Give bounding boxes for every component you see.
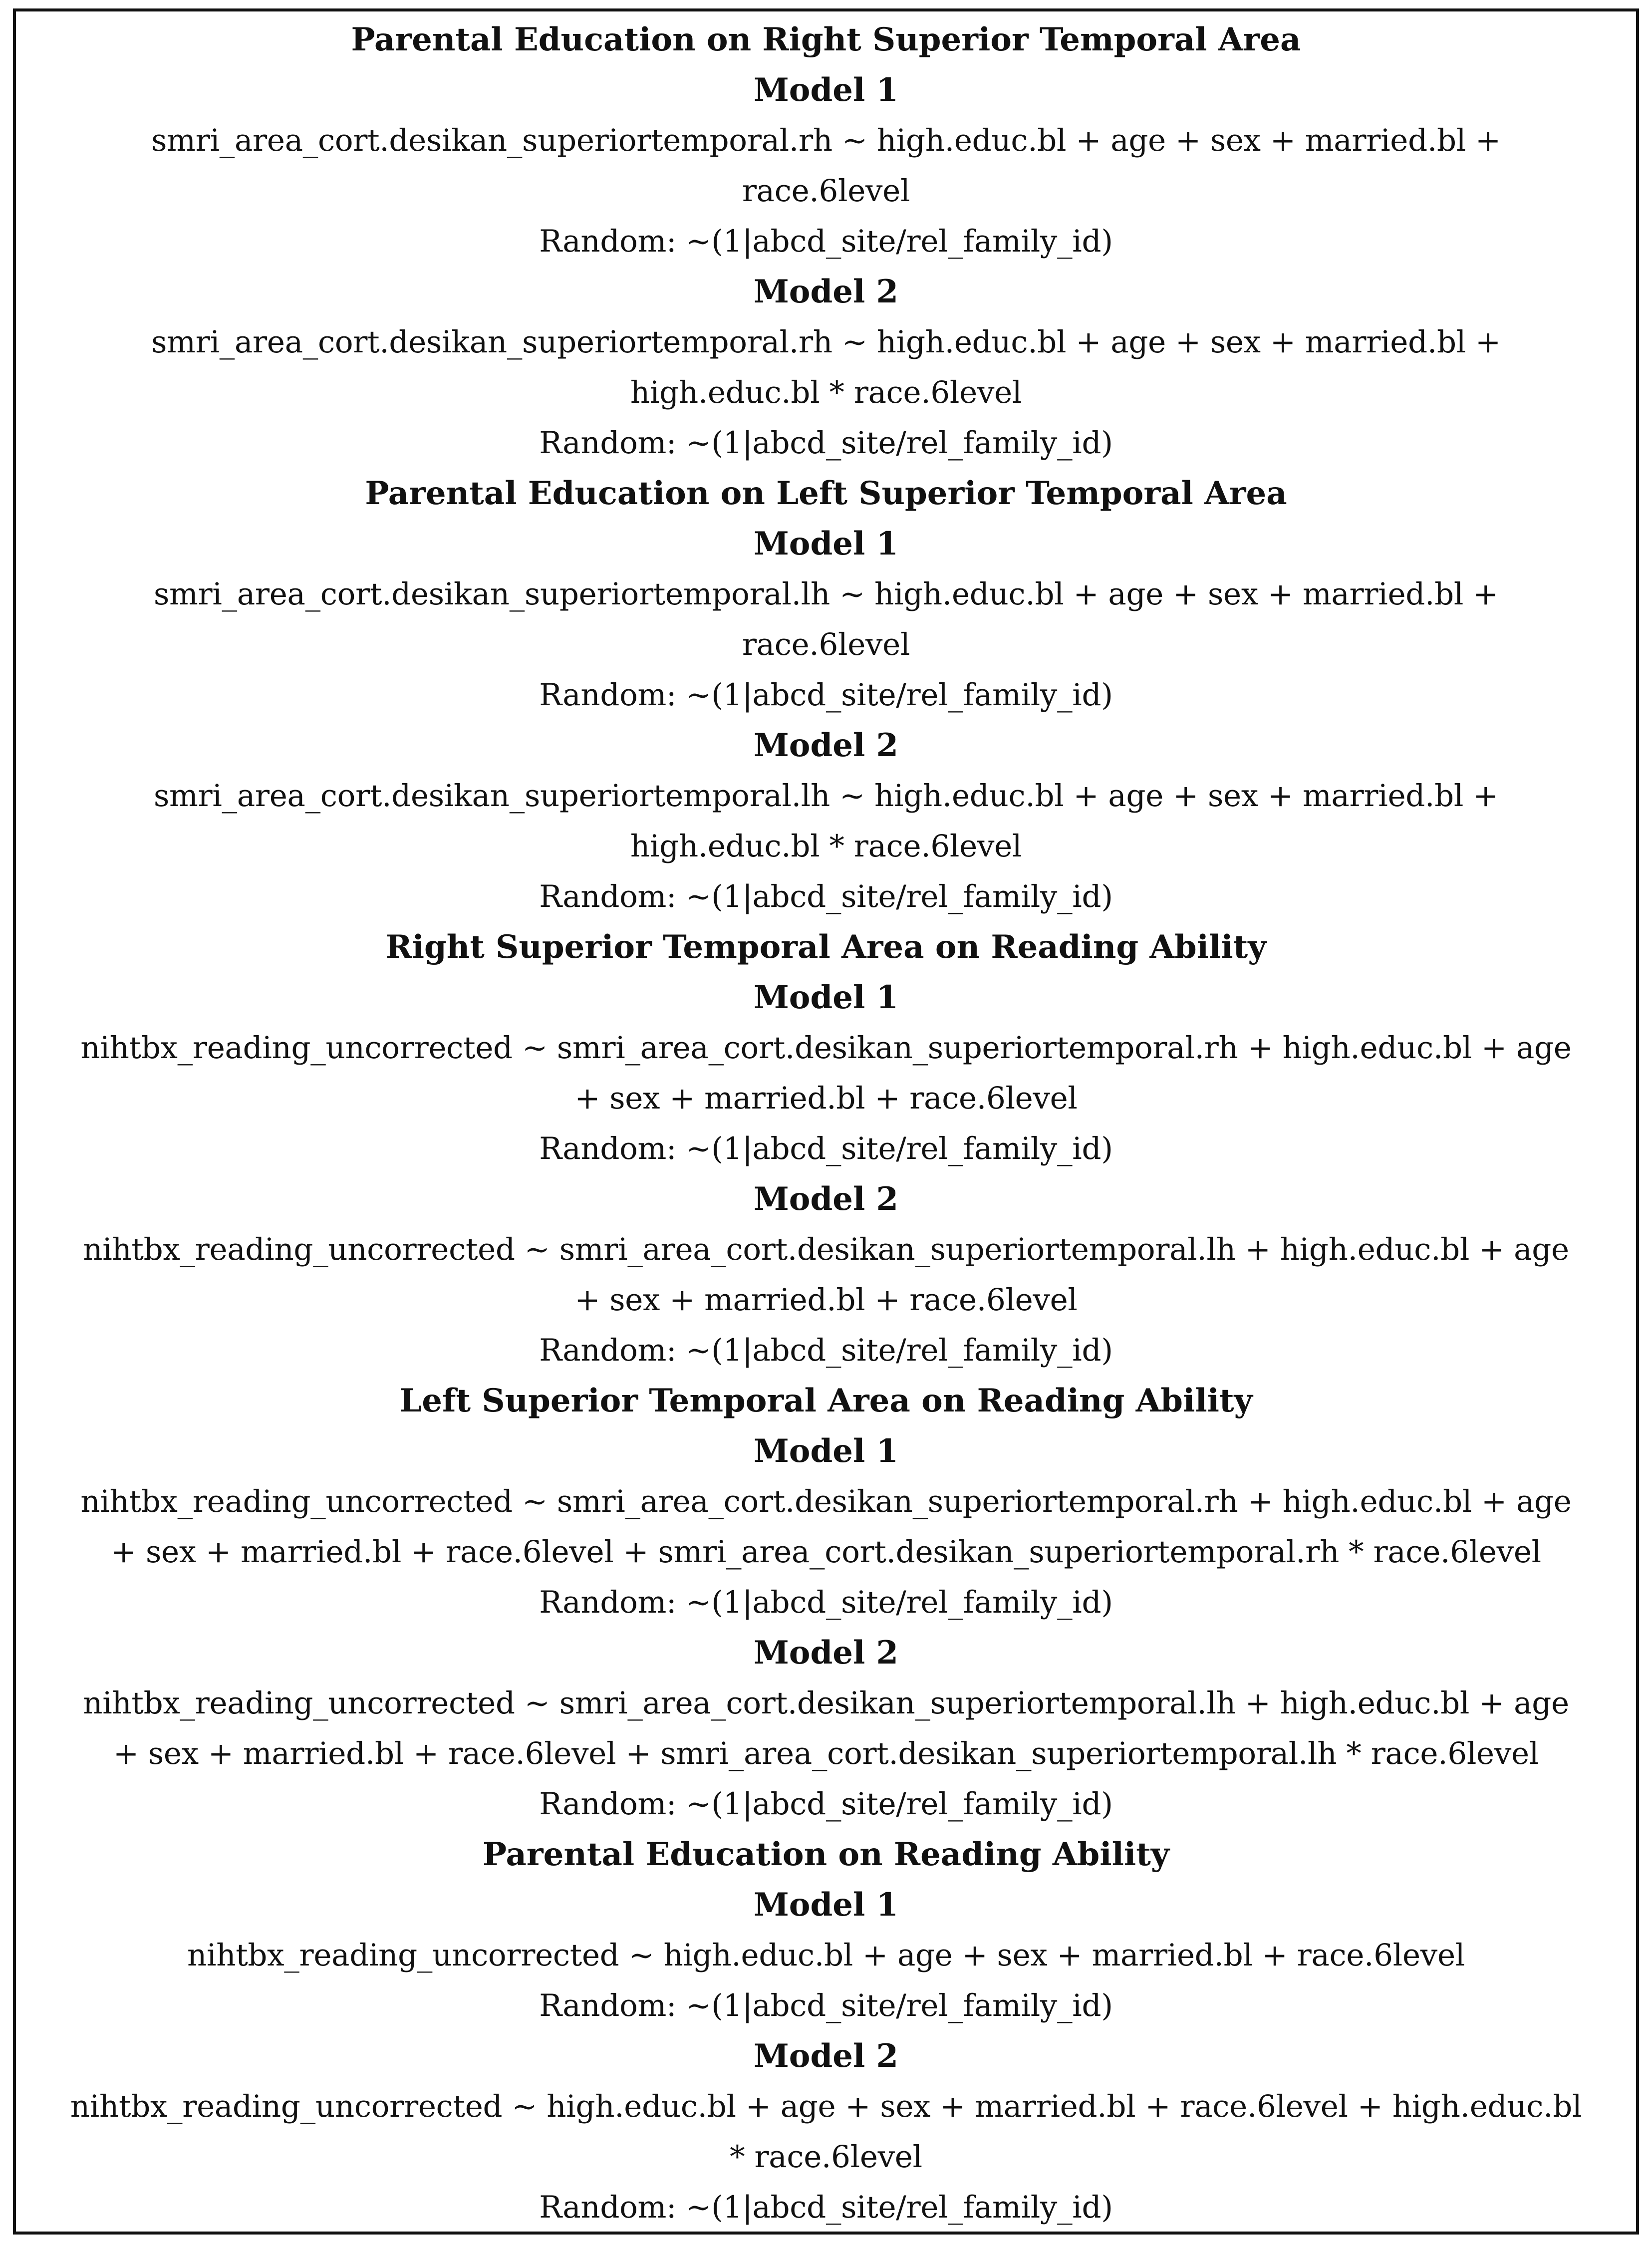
model-label: Model 2 bbox=[753, 727, 899, 764]
section-parental-education-left-superior-temporal bbox=[16, 468, 1636, 922]
model-formula-continued: race.6level bbox=[742, 173, 910, 209]
model-formula-continued: high.educ.bl * race.6level bbox=[630, 829, 1022, 864]
random-effects: Random: ~(1|abcd_site/rel_family_id) bbox=[539, 1988, 1113, 2023]
model-label: Model 1 bbox=[753, 525, 899, 562]
model-formula: smri_area_cort.desikan_superiortemporal.rh ~ high.educ.bl + age + sex + married.bl + bbox=[151, 324, 1501, 360]
random-effects: Random: ~(1|abcd_site/rel_family_id) bbox=[539, 425, 1113, 461]
random-effects: Random: ~(1|abcd_site/rel_family_id) bbox=[539, 1333, 1113, 1368]
model-label: Model 1 bbox=[753, 1432, 899, 1470]
model-label: Model 1 bbox=[753, 71, 899, 109]
model-label: Model 2 bbox=[753, 2037, 899, 2075]
model-formula: nihtbx_reading_uncorrected ~ smri_area_cort.desikan_superiortemporal.lh + high.educ.bl + age bbox=[83, 1232, 1569, 1267]
random-effects: Random: ~(1|abcd_site/rel_family_id) bbox=[539, 1786, 1113, 1822]
model-label: Model 2 bbox=[753, 1180, 899, 1218]
table-content bbox=[16, 14, 1636, 2233]
section-title: Right Superior Temporal Area on Reading Ability bbox=[385, 928, 1267, 966]
model-formula-continued: * race.6level bbox=[730, 2139, 922, 2175]
model-specification-table bbox=[13, 8, 1639, 2235]
section-left-superior-temporal-reading bbox=[16, 1376, 1636, 1829]
model-formula-continued: + sex + married.bl + race.6level bbox=[574, 1282, 1078, 1318]
model-label: Model 2 bbox=[753, 1634, 899, 1672]
model-formula-continued: high.educ.bl * race.6level bbox=[630, 375, 1022, 410]
model-formula: nihtbx_reading_uncorrected ~ smri_area_cort.desikan_superiortemporal.lh + high.educ.bl + age bbox=[83, 1685, 1569, 1721]
section-title: Parental Education on Left Superior Temporal Area bbox=[365, 475, 1287, 512]
model-label: Model 1 bbox=[753, 979, 899, 1016]
random-effects: Random: ~(1|abcd_site/rel_family_id) bbox=[539, 2190, 1113, 2225]
section-parental-education-reading bbox=[16, 1829, 1636, 2233]
random-effects: Random: ~(1|abcd_site/rel_family_id) bbox=[539, 224, 1113, 259]
model-formula: nihtbx_reading_uncorrected ~ smri_area_cort.desikan_superiortemporal.rh + high.educ.bl + age bbox=[80, 1030, 1572, 1066]
section-title: Left Superior Temporal Area on Reading Ability bbox=[399, 1382, 1253, 1419]
random-effects: Random: ~(1|abcd_site/rel_family_id) bbox=[539, 677, 1113, 713]
model-formula: smri_area_cort.desikan_superiortemporal.lh ~ high.educ.bl + age + sex + married.bl + bbox=[154, 778, 1498, 814]
model-label: Model 2 bbox=[753, 273, 899, 310]
random-effects: Random: ~(1|abcd_site/rel_family_id) bbox=[539, 1131, 1113, 1166]
model-formula: nihtbx_reading_uncorrected ~ high.educ.bl + age + sex + married.bl + race.6level bbox=[187, 1938, 1465, 1973]
model-formula: nihtbx_reading_uncorrected ~ high.educ.bl + age + sex + married.bl + race.6level + high.educ.bl bbox=[70, 2089, 1582, 2124]
section-right-superior-temporal-reading bbox=[16, 922, 1636, 1376]
model-formula: smri_area_cort.desikan_superiortemporal.rh ~ high.educ.bl + age + sex + married.bl + bbox=[151, 123, 1501, 158]
model-formula: smri_area_cort.desikan_superiortemporal.lh ~ high.educ.bl + age + sex + married.bl + bbox=[154, 576, 1498, 612]
section-parental-education-right-superior-temporal bbox=[16, 14, 1636, 468]
random-effects: Random: ~(1|abcd_site/rel_family_id) bbox=[539, 1585, 1113, 1620]
section-title: Parental Education on Right Superior Temporal Area bbox=[351, 21, 1301, 58]
model-label: Model 1 bbox=[753, 1886, 899, 1924]
model-formula-continued: + sex + married.bl + race.6level + smri_area_cort.desikan_superiortemporal.rh * race.6level bbox=[111, 1534, 1541, 1570]
model-formula-continued: + sex + married.bl + race.6level bbox=[574, 1081, 1078, 1116]
random-effects: Random: ~(1|abcd_site/rel_family_id) bbox=[539, 879, 1113, 914]
model-formula-continued: race.6level bbox=[742, 627, 910, 662]
section-title: Parental Education on Reading Ability bbox=[483, 1836, 1169, 1873]
model-formula: nihtbx_reading_uncorrected ~ smri_area_cort.desikan_superiortemporal.rh + high.educ.bl + age bbox=[80, 1484, 1572, 1519]
model-formula-continued: + sex + married.bl + race.6level + smri_area_cort.desikan_superiortemporal.lh * race.6level bbox=[113, 1736, 1539, 1771]
